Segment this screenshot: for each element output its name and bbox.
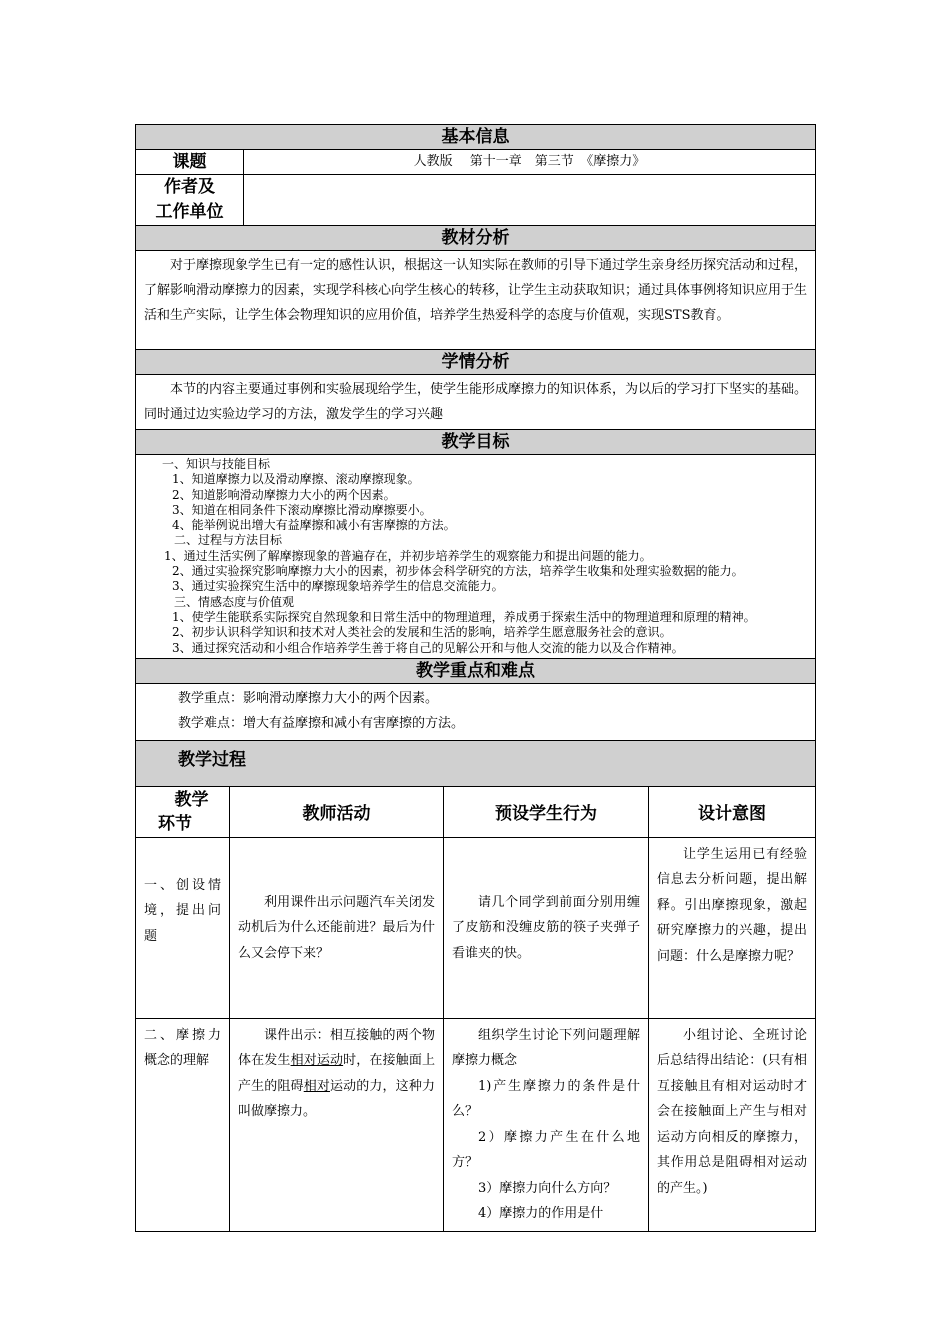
author-label: [136, 175, 244, 226]
student-intro: 组织学生讨论下列问题理解摩擦力概念: [452, 1027, 640, 1069]
author-label-line2: 工作单位: [155, 202, 224, 222]
student-question: 1)产生摩擦力的条件是什么？: [452, 1078, 640, 1120]
textbook-analysis-header: 教材分析: [136, 226, 816, 251]
key-points-header: 教学重点和难点: [136, 658, 816, 683]
student-cell: [444, 1018, 649, 1231]
objective-item: 1、知道摩擦力以及滑动摩擦、滚动摩擦现象。: [172, 472, 420, 487]
student-question: 3）摩擦力向什么方向？: [478, 1180, 617, 1196]
objective-item: 2、初步认识科学知识和技术对人类社会的发展和生活的影响，培养学生愿意服务社会的意识。: [172, 625, 672, 640]
col-stage-line1: 教学: [174, 789, 209, 810]
objective-section-2: 二、过程与方法目标: [174, 533, 283, 548]
author-label-line1: 作者及: [164, 177, 215, 197]
student-question: 4）摩擦力的作用是什: [478, 1206, 604, 1222]
stage-cell: 二、摩擦力概念的理解: [136, 1018, 230, 1231]
student-analysis-header: 学情分析: [136, 350, 816, 375]
basic-info-header: 基本信息: [136, 125, 816, 150]
design-cell: 小组讨论、全班讨论后总结得出结论：(只有相互接触且有相对运动时才会在接触面上产生与相对运动方向相反的摩擦力，其作用总是阻碍相对运动的产生。): [649, 1018, 816, 1231]
process-header: 教学过程: [136, 740, 816, 786]
teacher-text-c: 运动的力，这种力叫做摩擦力。: [238, 1078, 435, 1120]
objective-item: 1、通过生活实例了解摩擦现象的普遍存在，并初步培养学生的观察能力和提出问题的能力。: [164, 548, 652, 563]
student-cell: 请几个同学到前面分别用缠了皮筋和没缠皮筋的筷子夹弹子看谁夹的快。: [444, 837, 649, 1018]
key-points-body: [136, 683, 816, 740]
design-cell: 让学生运用已有经验信息去分析问题，提出解释。引出摩擦现象，激起研究摩擦力的兴趣，提出问题：什么是摩擦力呢？: [649, 837, 816, 1018]
objective-item: 3、通过探究活动和小组合作培养学生善于将自己的见解公开和与他人交流的能力以及合作精神。: [172, 640, 684, 655]
lesson-plan-document: [135, 124, 815, 1232]
objective-section-1: 一、知识与技能目标: [162, 457, 271, 471]
objective-section-3: 三、情感态度与价值观: [174, 594, 295, 609]
teacher-cell: [230, 1018, 444, 1231]
stage-cell: 一、创设情境，提出问题: [136, 837, 230, 1018]
student-question: 2）摩擦力产生在什么地方？: [452, 1129, 640, 1171]
teacher-text-a: 课件出示：相互接触的两个物体在发生: [238, 1027, 435, 1069]
author-value: [244, 175, 816, 226]
key-difficulty: 教学难点：增大有益摩擦和减小有害摩擦的方法。: [178, 715, 465, 731]
objectives-header: 教学目标: [136, 430, 816, 455]
student-analysis-text: 本节的内容主要通过事例和实验展现给学生，使学生能形成摩擦力的知识体系，为以后的学习打下坚实的基础。同时通过边实验边学习的方法，激发学生的学习兴趣: [136, 375, 816, 430]
col-stage-line2: 环节: [158, 813, 192, 834]
topic-label: 课题: [136, 150, 244, 175]
process-row: [136, 837, 816, 1018]
process-row: [136, 1018, 816, 1231]
objective-item: 3、知道在相同条件下滚动摩擦比滑动摩擦要小。: [172, 502, 432, 517]
process-table: [135, 740, 816, 1232]
col-stage: [136, 786, 230, 837]
teacher-cell: 利用课件出示问题汽车关闭发动机后为什么还能前进？最后为什么又会停下来？: [230, 837, 444, 1018]
objective-item: 4、能举例说出增大有益摩擦和减小有害摩擦的方法。: [172, 518, 456, 533]
objective-item: 2、知道影响滑动摩擦力大小的两个因素。: [172, 487, 396, 502]
teacher-text-underline-2: 相对: [303, 1078, 330, 1094]
key-focus: 教学重点：影响滑动摩擦力大小的两个因素。: [178, 690, 439, 706]
topic-value: 人教版 第十一章 第三节 《摩擦力》: [244, 150, 816, 175]
lesson-plan-table: [135, 124, 816, 741]
col-teacher: 教师活动: [230, 786, 444, 837]
teacher-text-underline-1: 相对运动: [290, 1053, 344, 1069]
objective-item: 2、通过实验探究影响摩擦力大小的因素，初步体会科学研究的方法，培养学生收集和处理实验数据的能力。: [172, 564, 744, 579]
objective-item: 3、通过实验探究生活中的摩擦现象培养学生的信息交流能力。: [172, 579, 504, 594]
objective-item: 1、使学生能联系实际探究自然现象和日常生活中的物理道理，养成勇于探索生活中的物理道理和原理的精神。: [172, 609, 756, 624]
col-student: 预设学生行为: [444, 786, 649, 837]
objectives-list: [136, 455, 816, 659]
textbook-analysis-text: 对于摩擦现象学生已有一定的感性认识，根据这一认知实际在教师的引导下通过学生亲身经历探究活动和过程，了解影响滑动摩擦力的因素，实现学科核心向学生核心的转移，让学生主动获取知识；通过具体事例将知识应用于生活和生产实际，让学生体会物理知识的应用价值，培养学生热爱科学的态度与价值观，实现STS教育。: [136, 251, 816, 350]
teacher-text-b: 时，在接触面上产生的阻碍: [238, 1053, 435, 1094]
col-design: 设计意图: [649, 786, 816, 837]
